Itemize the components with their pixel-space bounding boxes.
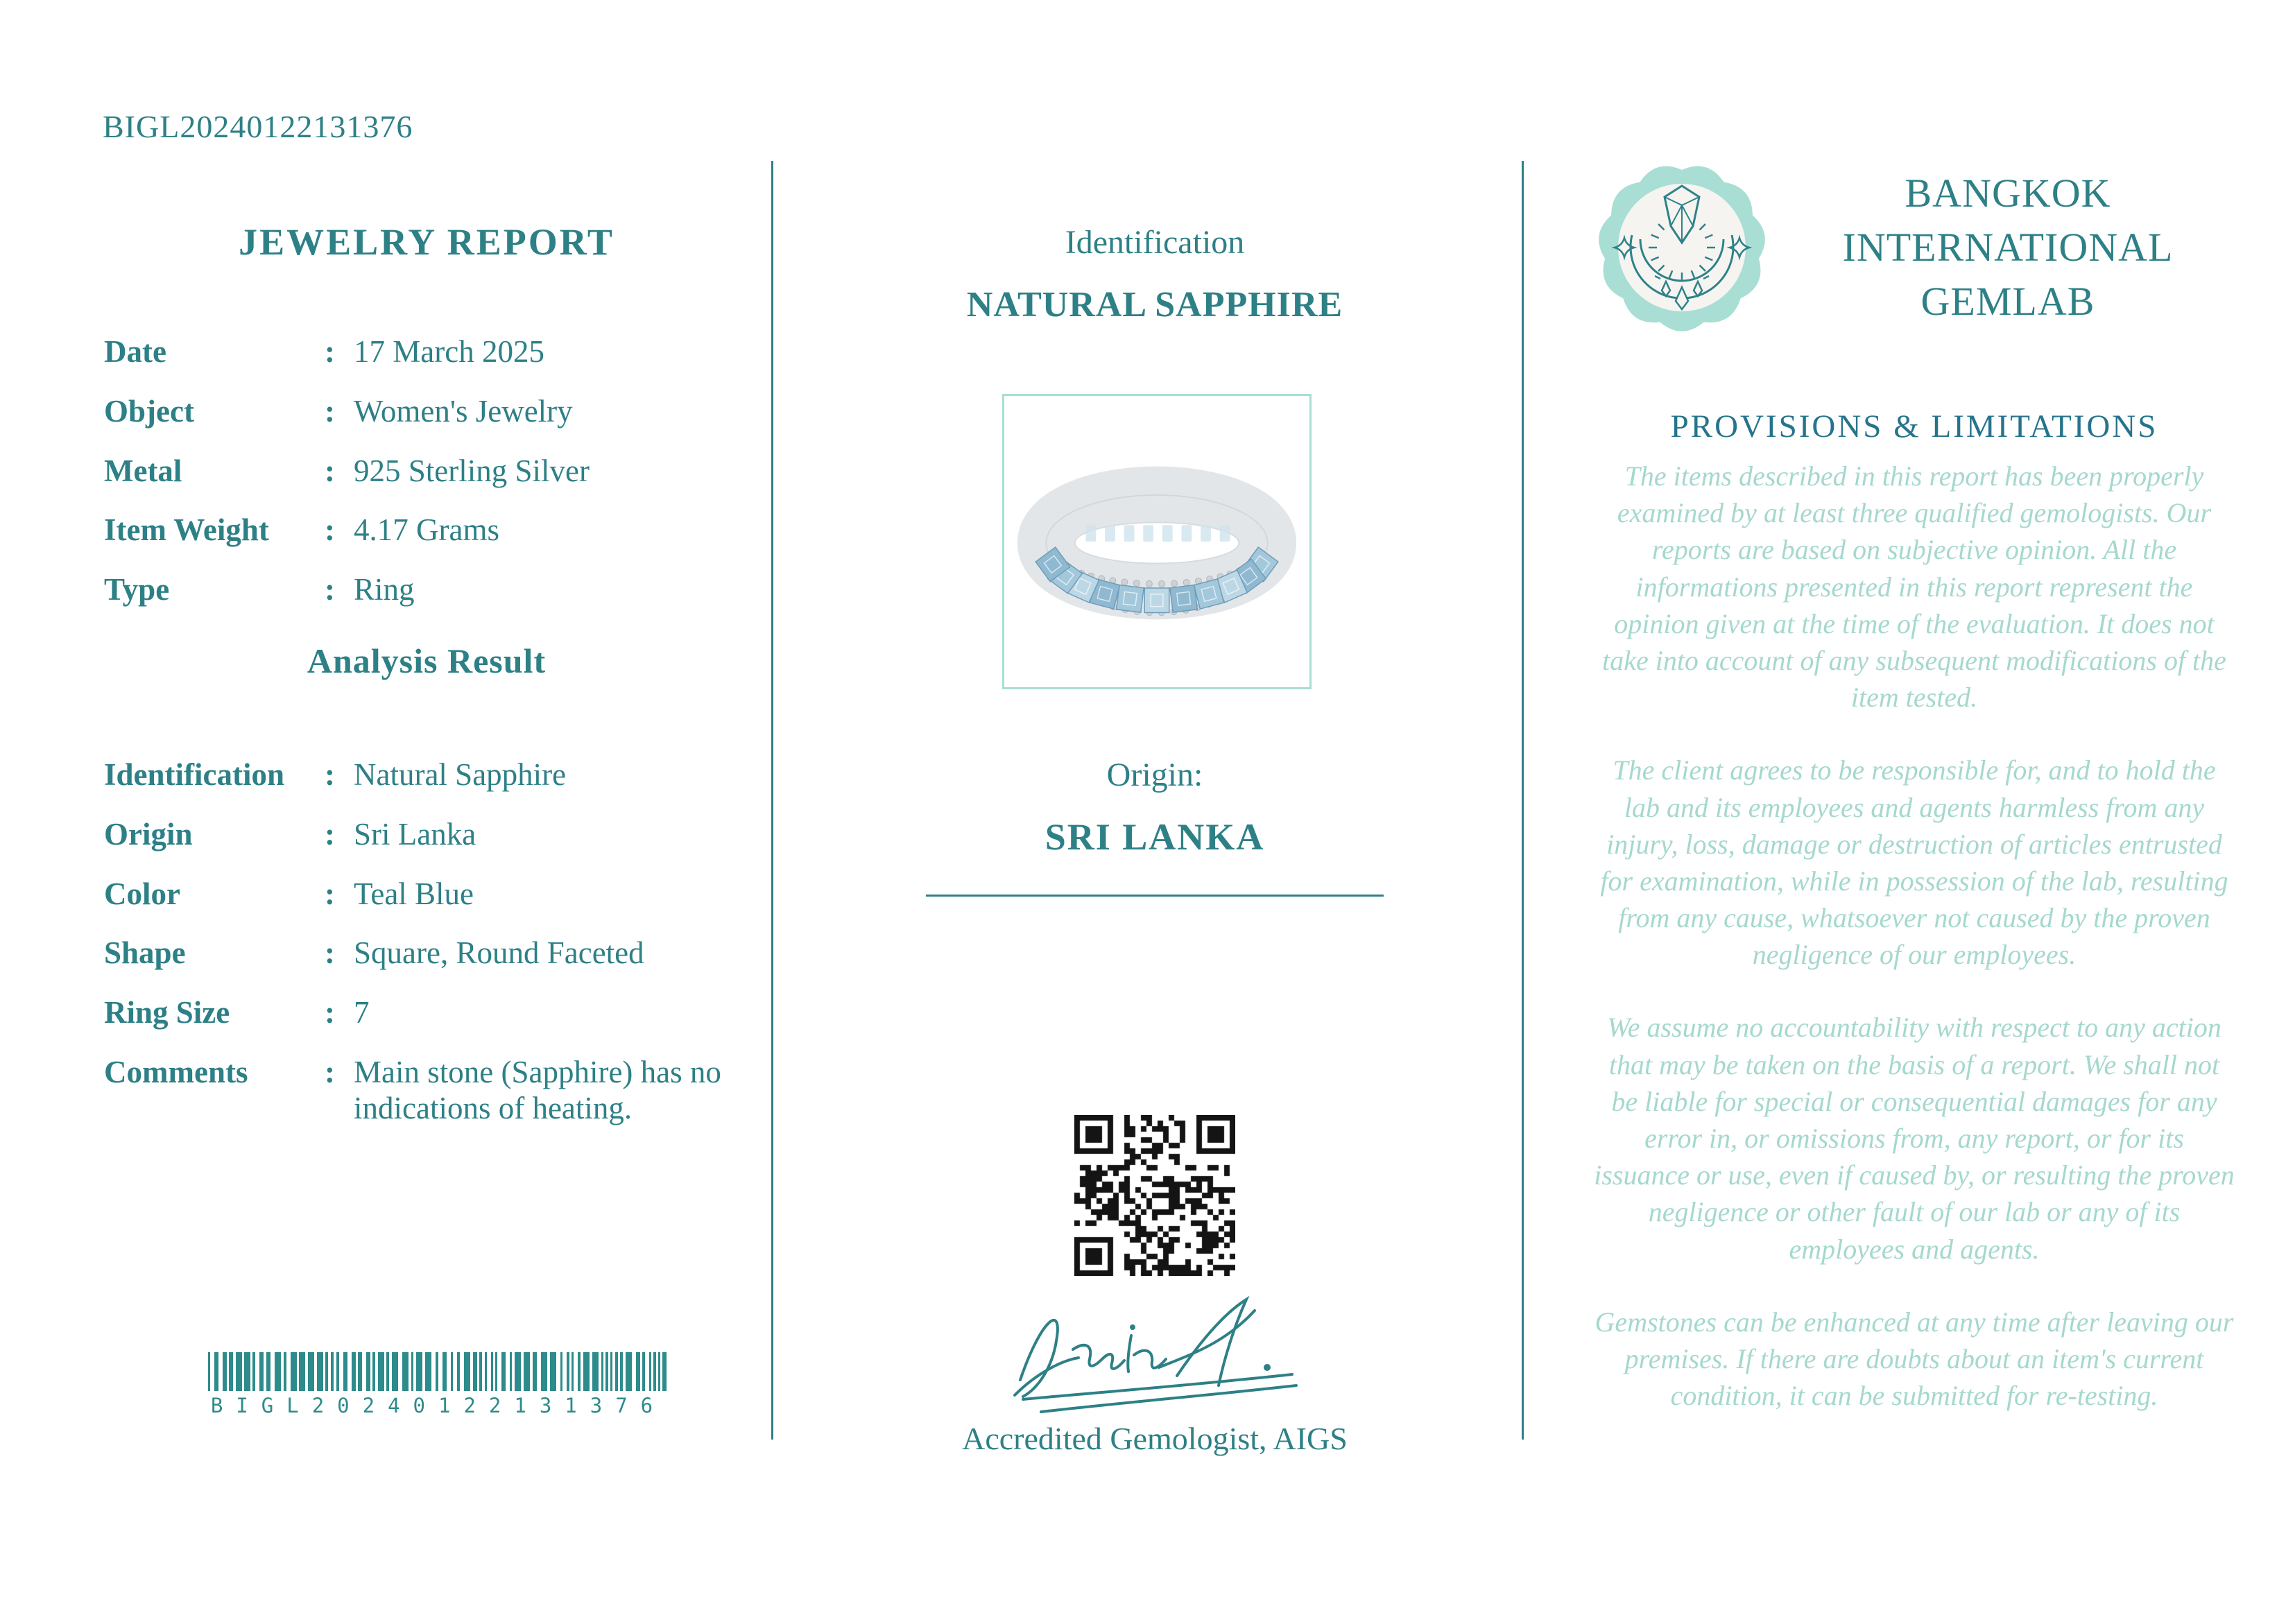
- field-value: 4.17 Grams: [354, 512, 499, 548]
- field-row-object: [104, 394, 756, 430]
- column-divider-right: [1522, 161, 1524, 1440]
- field-colon: :: [325, 816, 335, 852]
- field-colon: :: [325, 572, 335, 607]
- field-colon: :: [325, 876, 335, 911]
- field-colon: :: [325, 1054, 335, 1089]
- provisions-paragraph: We assume no accountability with respect to any action that may be taken on the basis of a report. We shall not be liable for special or consequential damages for any error in, or omissions from, any report, or for its issuance or use, even if caused by, or resulting the proven negligence or other fault of our lab or any of its employees and agents.: [1594, 1012, 2235, 1265]
- provisions-paragraph: Gemstones can be enhanced at any time after leaving our premises. If there are doubts about an item's current condition, it can be submitted for re-testing.: [1595, 1306, 2234, 1412]
- field-label: Ring Size: [104, 995, 230, 1030]
- jewelry-photo-frame: [1002, 394, 1312, 689]
- identification-result: NATURAL SAPPHIRE: [966, 285, 1343, 325]
- barcode-icon: [208, 1352, 669, 1391]
- lab-panel: [1588, 0, 2240, 1624]
- provisions-paragraphs: [1594, 458, 2235, 1450]
- provisions-title: PROVISIONS & LIMITATIONS: [1670, 408, 2158, 444]
- field-value: Natural Sapphire: [354, 757, 567, 792]
- field-value: Main stone (Sapphire) has no indications of heating.: [354, 1054, 721, 1125]
- field-row-shape: [104, 935, 756, 971]
- field-colon: :: [325, 512, 335, 548]
- field-label: Type: [104, 572, 170, 607]
- field-value: Teal Blue: [354, 876, 474, 911]
- gemlab-seal-icon: [1588, 154, 1776, 341]
- field-value: 925 Sterling Silver: [354, 453, 590, 488]
- barcode-block: [208, 1352, 669, 1417]
- field-value: Square, Round Faceted: [354, 935, 644, 971]
- field-value: 17 March 2025: [354, 334, 544, 369]
- identification-heading: Identification: [1065, 224, 1245, 261]
- field-row-identification: [104, 757, 756, 793]
- report-fields: [104, 334, 756, 632]
- field-row-comments: [104, 1055, 756, 1127]
- field-row-type: [104, 572, 756, 608]
- report-number: BIGL20240122131376: [103, 109, 413, 144]
- field-label: Color: [104, 876, 180, 911]
- field-value: 7: [354, 995, 370, 1030]
- field-colon: :: [325, 757, 335, 792]
- field-colon: :: [325, 453, 335, 488]
- lab-header: [1588, 154, 2240, 341]
- gemologist-signature: [995, 1283, 1314, 1416]
- field-colon: :: [325, 334, 335, 369]
- identification-panel: [818, 0, 1491, 1624]
- field-value: Sri Lanka: [354, 816, 476, 852]
- lab-name: [1776, 166, 2240, 329]
- qr-code-icon: [1074, 1115, 1235, 1276]
- field-label: Identification: [104, 757, 285, 792]
- analysis-fields: [104, 757, 756, 1150]
- lab-name-line: BANGKOK: [1905, 170, 2111, 216]
- origin-underline: [926, 895, 1384, 897]
- field-label: Origin: [104, 816, 193, 852]
- analysis-result-title: Analysis Result: [307, 641, 547, 680]
- field-value: Ring: [354, 572, 415, 607]
- field-label: Object: [104, 393, 194, 429]
- origin-heading: Origin:: [1106, 757, 1203, 793]
- field-row-date: [104, 334, 756, 370]
- field-label: Item Weight: [104, 512, 269, 548]
- gemologist-title: Accredited Gemologist, AIGS: [962, 1421, 1348, 1456]
- field-row-item-weight: [104, 512, 756, 548]
- field-label: Metal: [104, 453, 182, 488]
- lab-name-line: GEMLAB: [1920, 279, 2095, 325]
- field-row-color: [104, 876, 756, 913]
- lab-name-line: INTERNATIONAL: [1842, 224, 2174, 270]
- provisions-paragraph: The items described in this report has been properly examined by at least three qualified gemologists. Our reports are based on subjective opinion. All the informations presented in this report represent the opinion given at the time of the evaluation. It does not take into account of any subsequent modifications of the item tested.: [1602, 460, 2226, 714]
- provisions-paragraph: The client agrees to be responsible for, and to hold the lab and its employees and agents harmless from any injury, loss, damage or destruction of articles entrusted for examination, while in possession of the lab, resulting from any cause, whatsoever not caused by the proven negligence of our employees.: [1600, 754, 2228, 971]
- field-value: Women's Jewelry: [354, 393, 573, 429]
- report-title: JEWELRY REPORT: [239, 221, 614, 263]
- field-label: Shape: [104, 935, 186, 971]
- field-colon: :: [325, 935, 335, 971]
- field-row-metal: [104, 453, 756, 490]
- origin-value: SRI LANKA: [1045, 816, 1265, 858]
- field-label: Comments: [104, 1054, 248, 1089]
- field-colon: :: [325, 995, 335, 1030]
- barcode-text: BIGL20240122131376: [210, 1394, 667, 1417]
- field-label: Date: [104, 334, 166, 369]
- field-colon: :: [325, 393, 335, 429]
- field-row-ring-size: [104, 995, 756, 1031]
- field-row-origin: [104, 817, 756, 853]
- sapphire-ring-photo: [1004, 396, 1309, 683]
- column-divider-left: [771, 161, 773, 1440]
